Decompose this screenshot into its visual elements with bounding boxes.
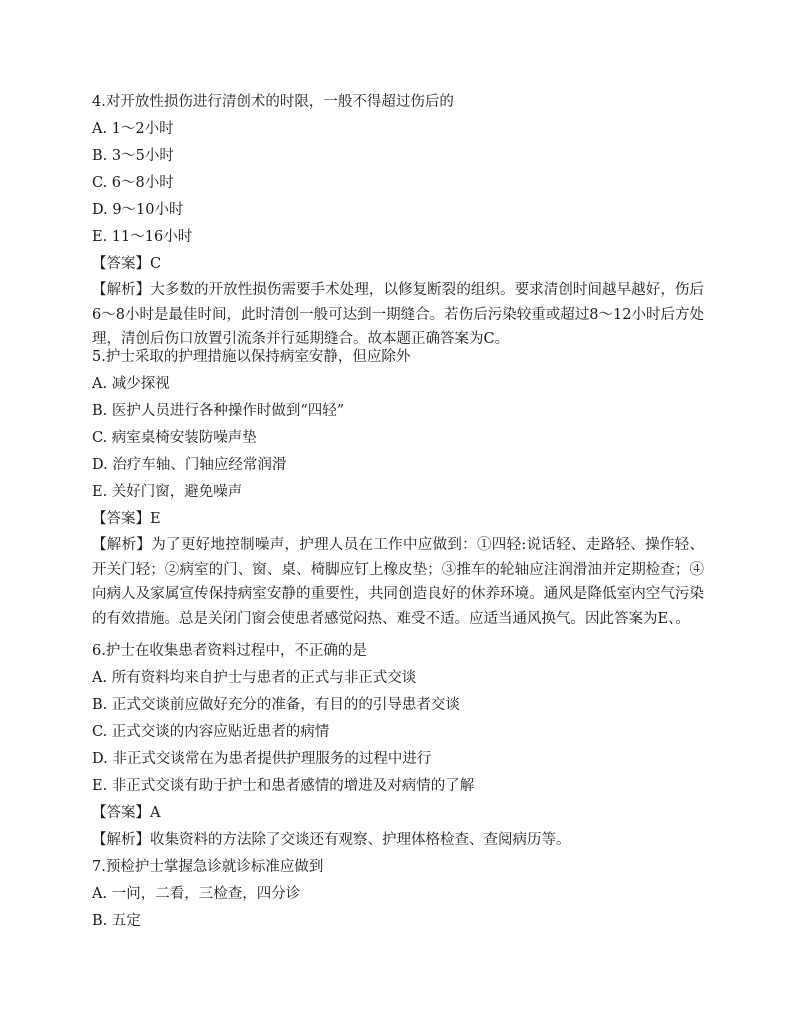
question-4-option-a: A. 1～2小时 xyxy=(92,121,174,137)
question-6-option-d: D. 非正式交谈常在为患者提供护理服务的过程中进行 xyxy=(92,751,432,767)
question-4-analysis: 【解析】大多数的开放性损伤需要手术处理，以修复断裂的组织。要求清创时间越早越好，伤后6～8小时是最佳时间，此时清创一般可达到一期缝合。若伤后污染较重或超过8～12小时后方处理，清创后伤口放置引流条并行延期缝合。故本题正确答案为C。 xyxy=(92,282,704,347)
question-6-option-a: A. 所有资料均来自护士与患者的正式与非正式交谈 xyxy=(92,670,417,686)
question-4-option-b: B. 3～5小时 xyxy=(92,148,174,164)
question-4-option-d: D. 9～10小时 xyxy=(92,202,184,218)
question-4-stem: 4.对开放性损伤进行清创术的时限，一般不得超过伤后的 xyxy=(92,94,454,110)
question-5-answer: 【答案】E xyxy=(92,511,161,527)
question-5-option-c: C. 病室桌椅安装防噪声垫 xyxy=(92,430,257,446)
question-4-option-e: E. 11～16小时 xyxy=(92,229,193,245)
question-6-option-b: B. 正式交谈前应做好充分的准备，有目的的引导患者交谈 xyxy=(92,697,460,713)
question-6-option-e: E. 非正式交谈有助于护士和患者感情的增进及对病情的了解 xyxy=(92,778,475,794)
question-5-option-d: D. 治疗车轴、门轴应经常润滑 xyxy=(92,457,287,473)
question-4-answer: 【答案】C xyxy=(92,256,162,272)
question-4-option-c: C. 6～8小时 xyxy=(92,175,174,191)
question-6-analysis: 【解析】收集资料的方法除了交谈还有观察、护理体格检查、查阅病历等。 xyxy=(92,832,571,848)
question-6-stem: 6.护士在收集患者资料过程中，不正确的是 xyxy=(92,643,367,659)
question-6-answer: 【答案】A xyxy=(92,805,161,821)
question-5-analysis: 【解析】为了更好地控制噪声，护理人员在工作中应做到：①四轻:说话轻、走路轻、操作轻、开关门轻；②病室的门、窗、桌、椅脚应钉上橡皮垫；③推车的轮轴应注润滑油并定期检查；④向病人及家属宣传保持病室安静的重要性，共同创造良好的休养环境。通风是降低室内空气污染的有效措施。总是关闭门窗会使患者感觉闷热、难受不适。应适当通风换气。因此答案为E、。 xyxy=(92,537,704,627)
question-7-stem: 7.预检护士掌握急诊就诊标准应做到 xyxy=(92,859,324,875)
question-7-option-a: A. 一问，二看，三检查，四分诊 xyxy=(92,886,301,902)
question-6-option-c: C. 正式交谈的内容应贴近患者的病情 xyxy=(92,724,330,740)
question-5-option-a: A. 减少探视 xyxy=(92,376,170,392)
question-5-option-b: B. 医护人员进行各种操作时做到“四轻” xyxy=(92,403,345,419)
question-7-option-b: B. 五定 xyxy=(92,913,141,929)
question-5-stem: 5.护士采取的护理措施以保持病室安静，但应除外 xyxy=(92,349,411,365)
question-5-option-e: E. 关好门窗，避免噪声 xyxy=(92,484,243,500)
